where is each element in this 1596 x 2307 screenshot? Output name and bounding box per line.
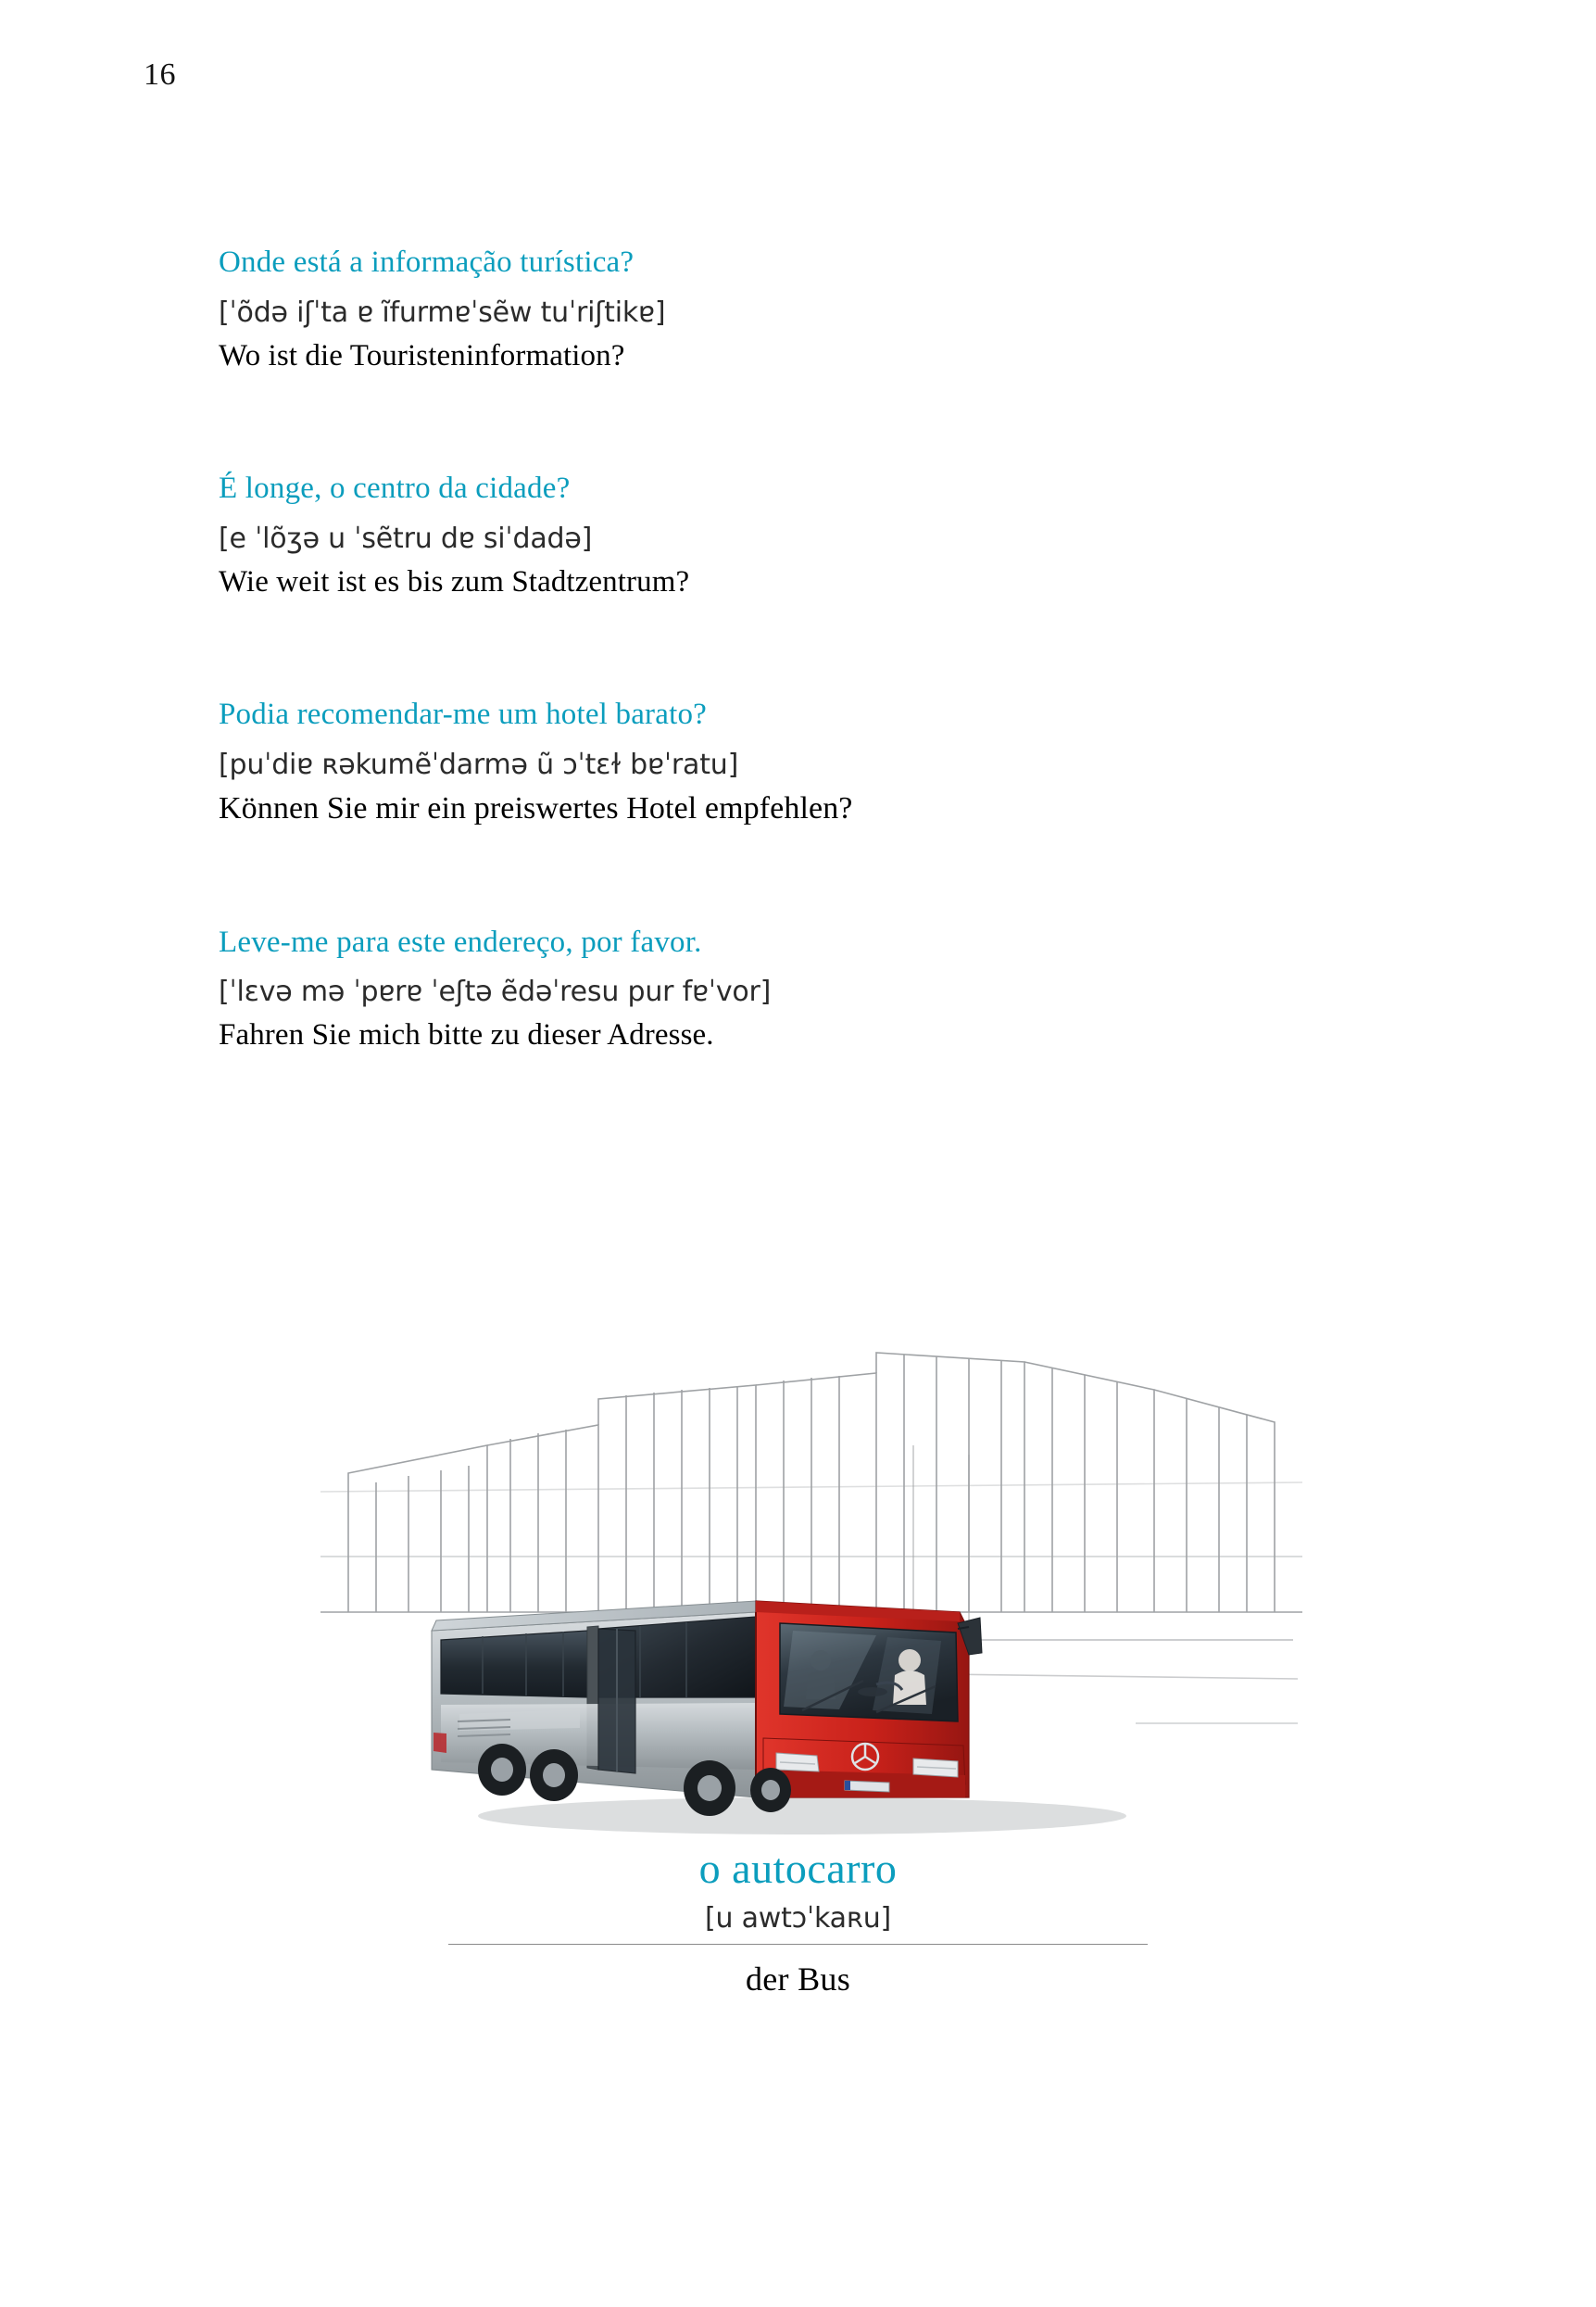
caption-portuguese: o autocarro xyxy=(698,1845,898,1892)
phrase-portuguese: Leve-me para este endereço, por favor. xyxy=(219,925,702,959)
phrase-entry xyxy=(219,695,1404,829)
bus-illustration xyxy=(320,1334,1302,1881)
phrase-portuguese: É longe, o centro da cidade? xyxy=(219,472,571,506)
phrase-pronunciation: [ˈlɛvə mə ˈpɐrɐ ˈeʃtə ẽdəˈresu pur fɐˈvor] xyxy=(219,976,772,1009)
bus-illustration-svg xyxy=(320,1334,1302,1881)
phrase-pronunciation: [e ˈlõʒə u ˈsẽtru dɐ siˈdadə] xyxy=(219,522,593,555)
phrase-list xyxy=(219,243,1404,1056)
bus-front-module xyxy=(756,1601,982,1797)
caption-divider xyxy=(448,1944,1148,1945)
page-number: 16 xyxy=(144,57,176,92)
phrase-entry xyxy=(219,923,1404,1056)
phrase-portuguese: Onde está a informação turística? xyxy=(219,246,635,279)
bus-door xyxy=(598,1629,635,1773)
phrase-german: Können Sie mir ein preiswertes Hotel empfehlen? xyxy=(219,790,853,826)
phrase-german: Fahren Sie mich bitte zu dieser Adresse. xyxy=(219,1018,714,1053)
phrase-pronunciation: [ˈõdə iʃˈta ɐ ĩfurmɐˈsẽw tuˈriʃtikɐ] xyxy=(219,296,666,329)
phrase-pronunciation: [puˈdiɐ ʀəkumẽˈdarmə ũ ɔˈtɛɫ bɐˈratu] xyxy=(219,748,739,781)
figure-caption xyxy=(0,1844,1596,1998)
bus-shadow xyxy=(478,1797,1126,1834)
bus-wheel-front xyxy=(750,1768,791,1812)
phrase-entry xyxy=(219,469,1404,602)
caption-pronunciation: [u awtɔˈkaʀu] xyxy=(704,1902,892,1935)
phrase-german: Wie weit ist es bis zum Stadtzentrum? xyxy=(219,564,690,599)
phrase-entry xyxy=(219,243,1404,376)
phrase-portuguese: Podia recomendar-me um hotel barato? xyxy=(219,698,707,732)
caption-german: der Bus xyxy=(745,1960,851,1998)
phrase-german: Wo ist die Touristeninformation? xyxy=(219,338,625,372)
